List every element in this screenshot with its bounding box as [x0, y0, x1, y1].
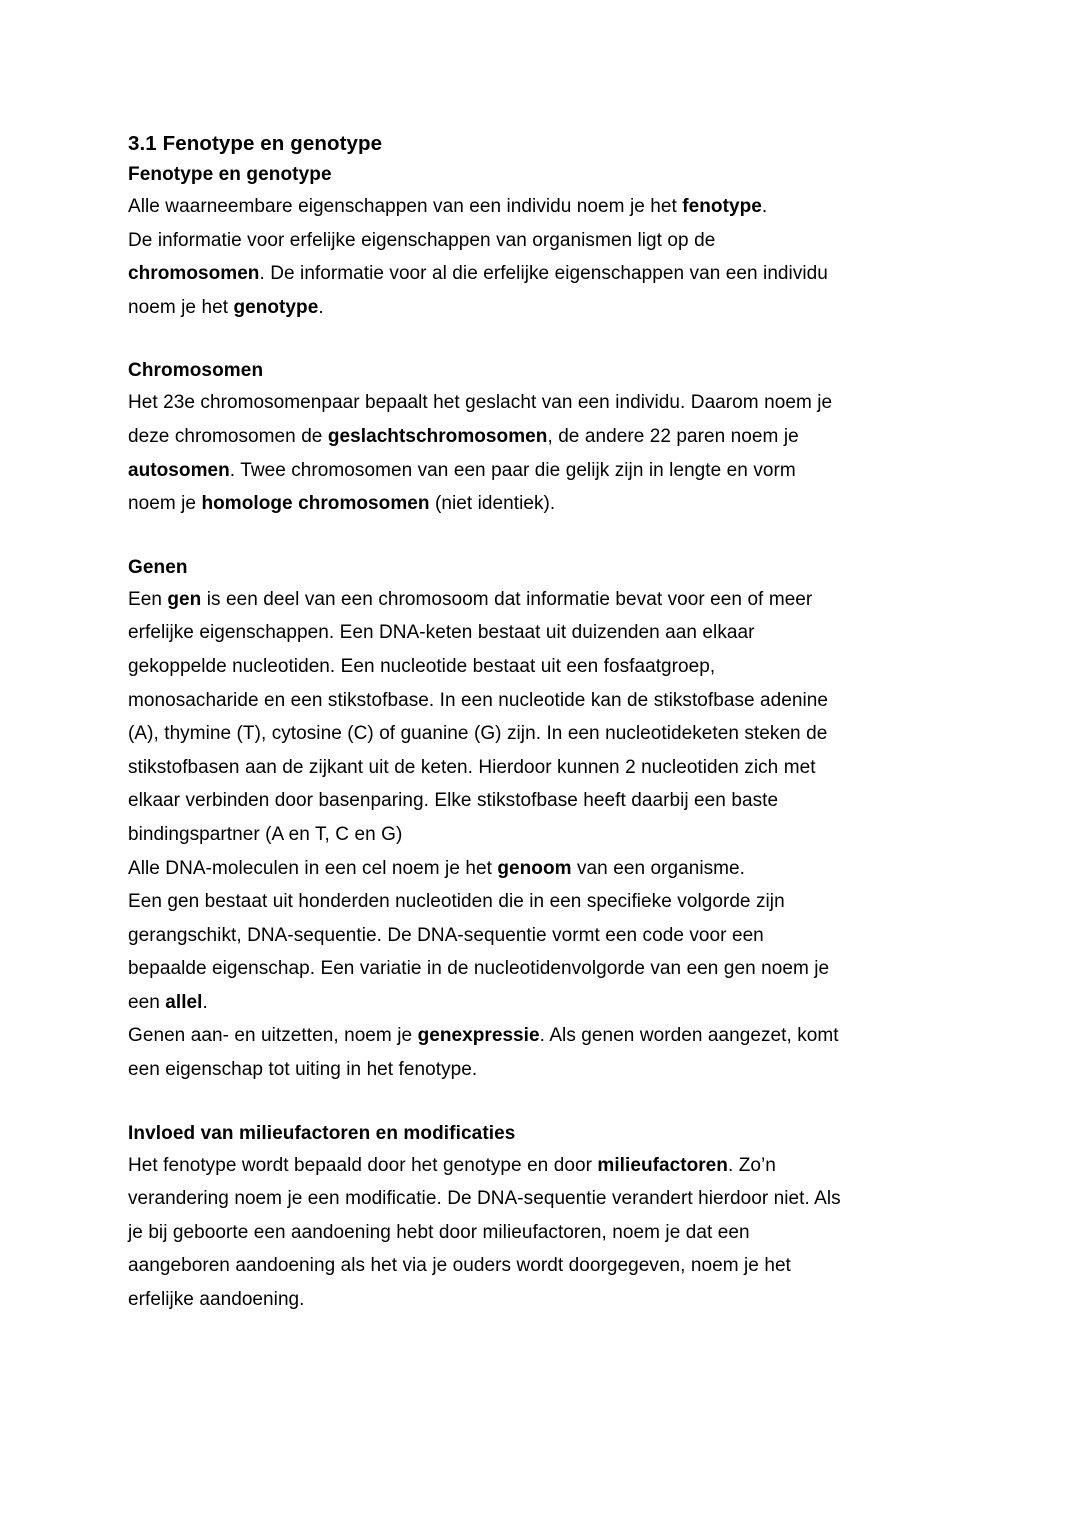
section-spacer: [128, 324, 934, 355]
document-body: [128, 129, 934, 1317]
section-heading: Genen: [128, 556, 188, 578]
page-title: 3.1 Fenotype en genotype: [128, 132, 383, 155]
section-spacer: [128, 521, 934, 552]
section-invloed-van-milieufactoren-en-modificaties: [128, 1118, 934, 1317]
section-fenotype-en-genotype: [128, 159, 934, 324]
section-heading: Chromosomen: [128, 360, 264, 382]
section-spacer: [128, 1087, 934, 1118]
section-paragraph: Alle waarneembare eigenschappen van een individu noem je het fenotype. De informatie voor erfelijke eigenschappen van organismen ligt op de chromosomen. De informatie voor al die erfelijke eigenschappen van een individu noem je het genotype.: [128, 196, 828, 318]
section-paragraph: Het 23e chromosomenpaar bepaalt het geslacht van een individu. Daarom noem je deze chromosomen de geslachtschromosomen, de andere 22 paren noem je autosomen. Twee chromosomen van een paar die gelijk zijn in lengte en vorm noem je homologe chromosomen (niet identiek).: [128, 392, 833, 515]
section-genen: [128, 552, 934, 1087]
section-paragraph: Het fenotype wordt bepaald door het genotype en door milieufactoren. Zo’n verandering noem je een modificatie. De DNA-sequentie verandert hierdoor niet. Als je bij geboorte een aandoening hebt door milieufactoren, noem je dat een aangeboren aandoening als het via je ouders wordt doorgegeven, noem je het erfelijke aandoening.: [128, 1154, 841, 1311]
section-paragraph: Een gen is een deel van een chromosoom dat informatie bevat voor een of meer erfelijke eigenschappen. Een DNA-keten bestaat uit duizenden aan elkaar gekoppelde nucleotiden. Een nucleotide bestaat uit een fosfaatgroep, monosacharide en een stikstofbase. In een nucleotide kan de stikstofbase adenine (A), thymine (T), cytosine (C) of guanine (G) zijn. In een nucleotideketen steken de stikstofbasen aan de zijkant uit de keten. Hierdoor kunnen 2 nucleotiden zich met elkaar verbinden door basenparing. Elke stikstofbase heeft daarbij een baste bindingspartner (A en T, C en G) Alle DNA-moleculen in een cel noem je het genoom van een organisme. Een gen bestaat uit honderden nucleotiden die in een specifieke volgorde zijn gerangschikt, DNA-sequentie. De DNA-sequentie vormt een code voor een bepaalde eigenschap. Een variatie in de nucleotidenvolgorde van een gen noem je een allel. Genen aan- en uitzetten, noem je genexpressie. Als genen worden aangezet, komt een eigenschap tot uiting in het fenotype.: [128, 588, 839, 1081]
section-chromosomen: [128, 355, 934, 520]
section-heading: Fenotype en genotype: [128, 164, 332, 185]
section-heading: Invloed van milieufactoren en modificaties: [128, 1122, 516, 1144]
